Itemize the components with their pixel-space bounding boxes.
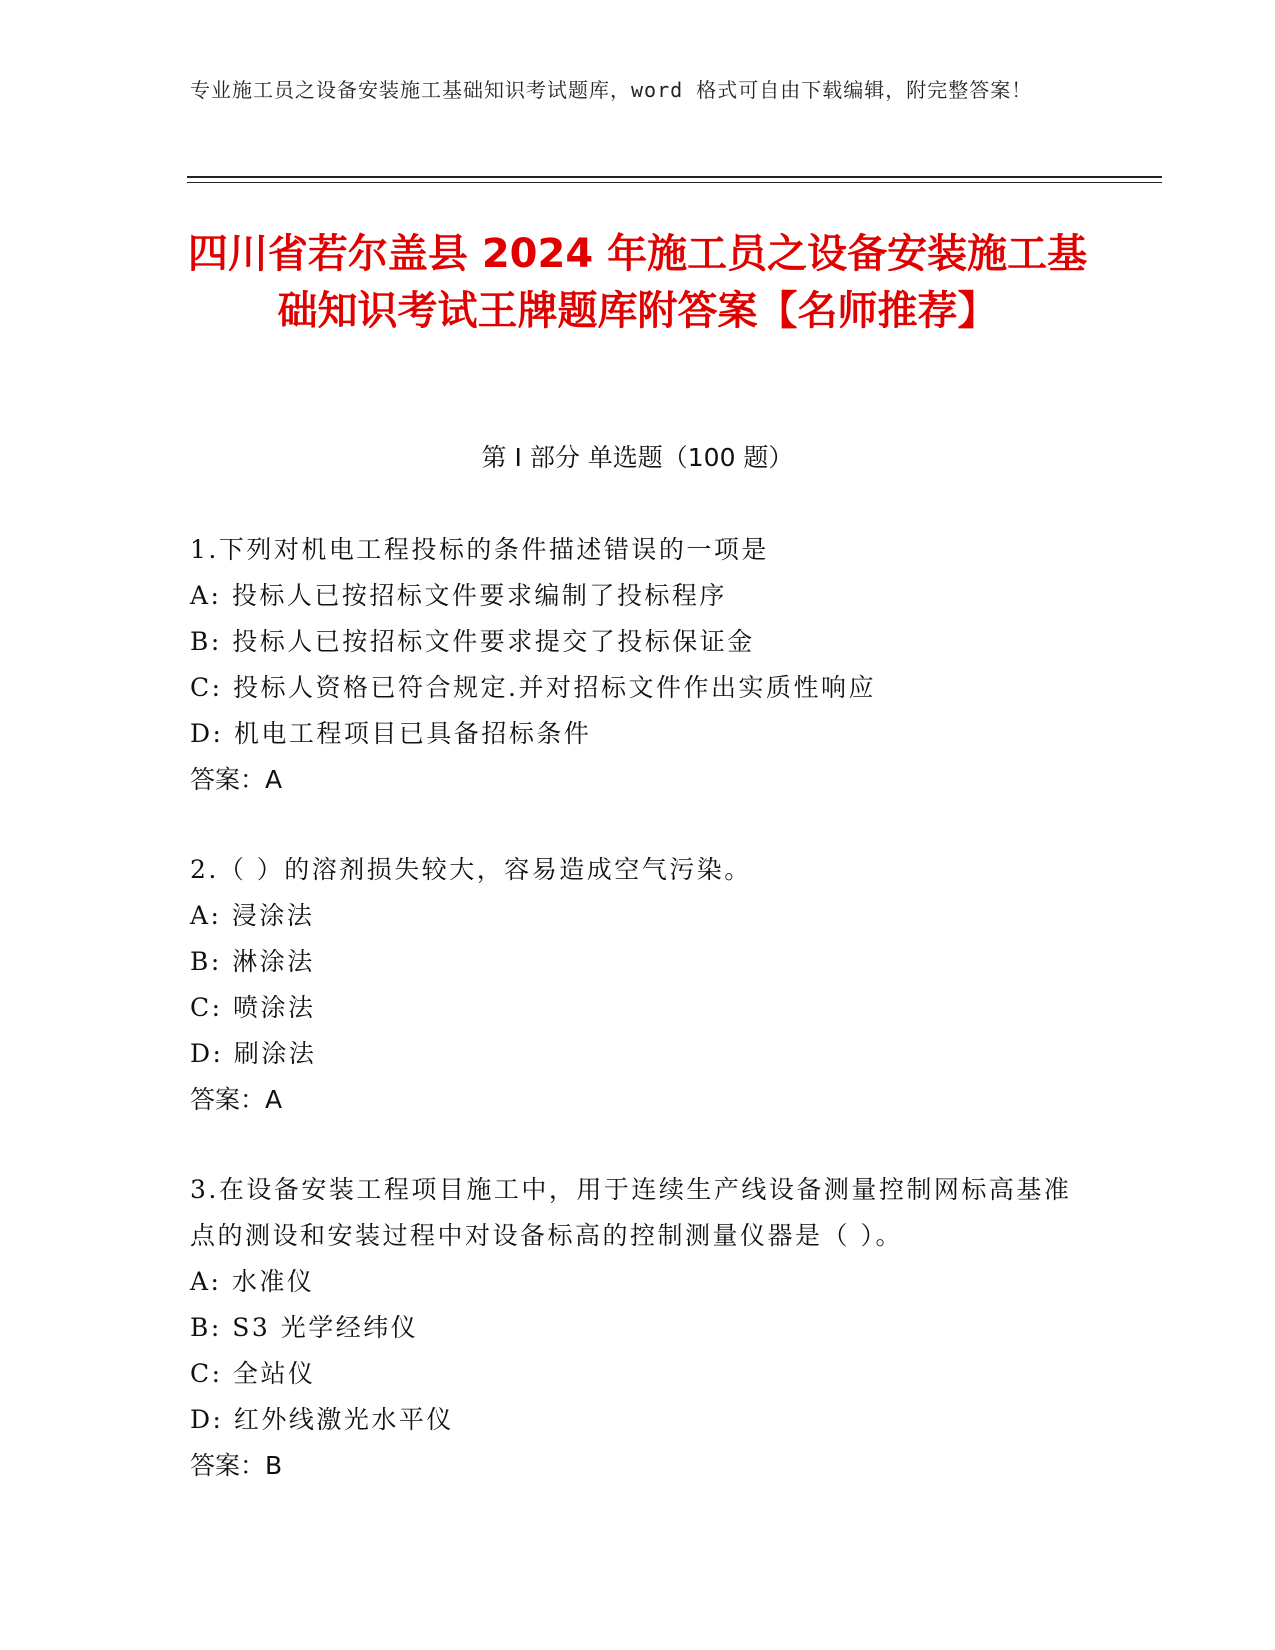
option-b: B: S3 光学经纬仪 (190, 1313, 419, 1342)
question-stem: 3.在设备安装工程项目施工中，用于连续生产线设备测量控制网标高基准点的测设和安装过程中对设备标高的控制测量仪器是（ ）。 (190, 1175, 1072, 1250)
question-stem: 2.（ ）的溶剂损失较大，容易造成空气污染。 (190, 855, 752, 884)
option-b: B: 投标人已按招标文件要求提交了投标保证金 (190, 627, 755, 656)
question-list (190, 527, 1090, 1533)
question-stem: 1.下列对机电工程投标的条件描述错误的一项是 (190, 535, 769, 564)
header-rule-thin (187, 182, 1162, 183)
option-c: C: 投标人资格已符合规定.并对招标文件作出实质性响应 (190, 673, 876, 702)
option-d: D: 红外线激光水平仪 (190, 1405, 454, 1434)
option-a: A: 浸涂法 (190, 901, 315, 930)
answer: 答案：A (190, 1085, 283, 1114)
question-3 (190, 1167, 1090, 1489)
option-c: C: 全站仪 (190, 1359, 316, 1388)
question-2 (190, 847, 1090, 1123)
option-c: C: 喷涂法 (190, 993, 316, 1022)
answer: 答案：B (190, 1451, 283, 1480)
option-b: B: 淋涂法 (190, 947, 315, 976)
option-d: D: 机电工程项目已具备招标条件 (190, 719, 592, 748)
section-heading: 第 I 部分 单选题（100 题） (481, 443, 794, 472)
option-a: A: 水准仪 (190, 1267, 315, 1296)
option-d: D: 刷涂法 (190, 1039, 317, 1068)
header-rule (187, 176, 1162, 178)
option-a: A: 投标人已按招标文件要求编制了投标程序 (190, 581, 727, 610)
question-1 (190, 527, 1090, 803)
document-title: 四川省若尔盖县 2024 年施工员之设备安装施工基础知识考试王牌题库附答案【名师推荐】 (187, 231, 1088, 334)
header-note: 专业施工员之设备安装施工基础知识考试题库，word 格式可自由下载编辑，附完整答案！ (190, 78, 1033, 102)
answer: 答案：A (190, 765, 283, 794)
